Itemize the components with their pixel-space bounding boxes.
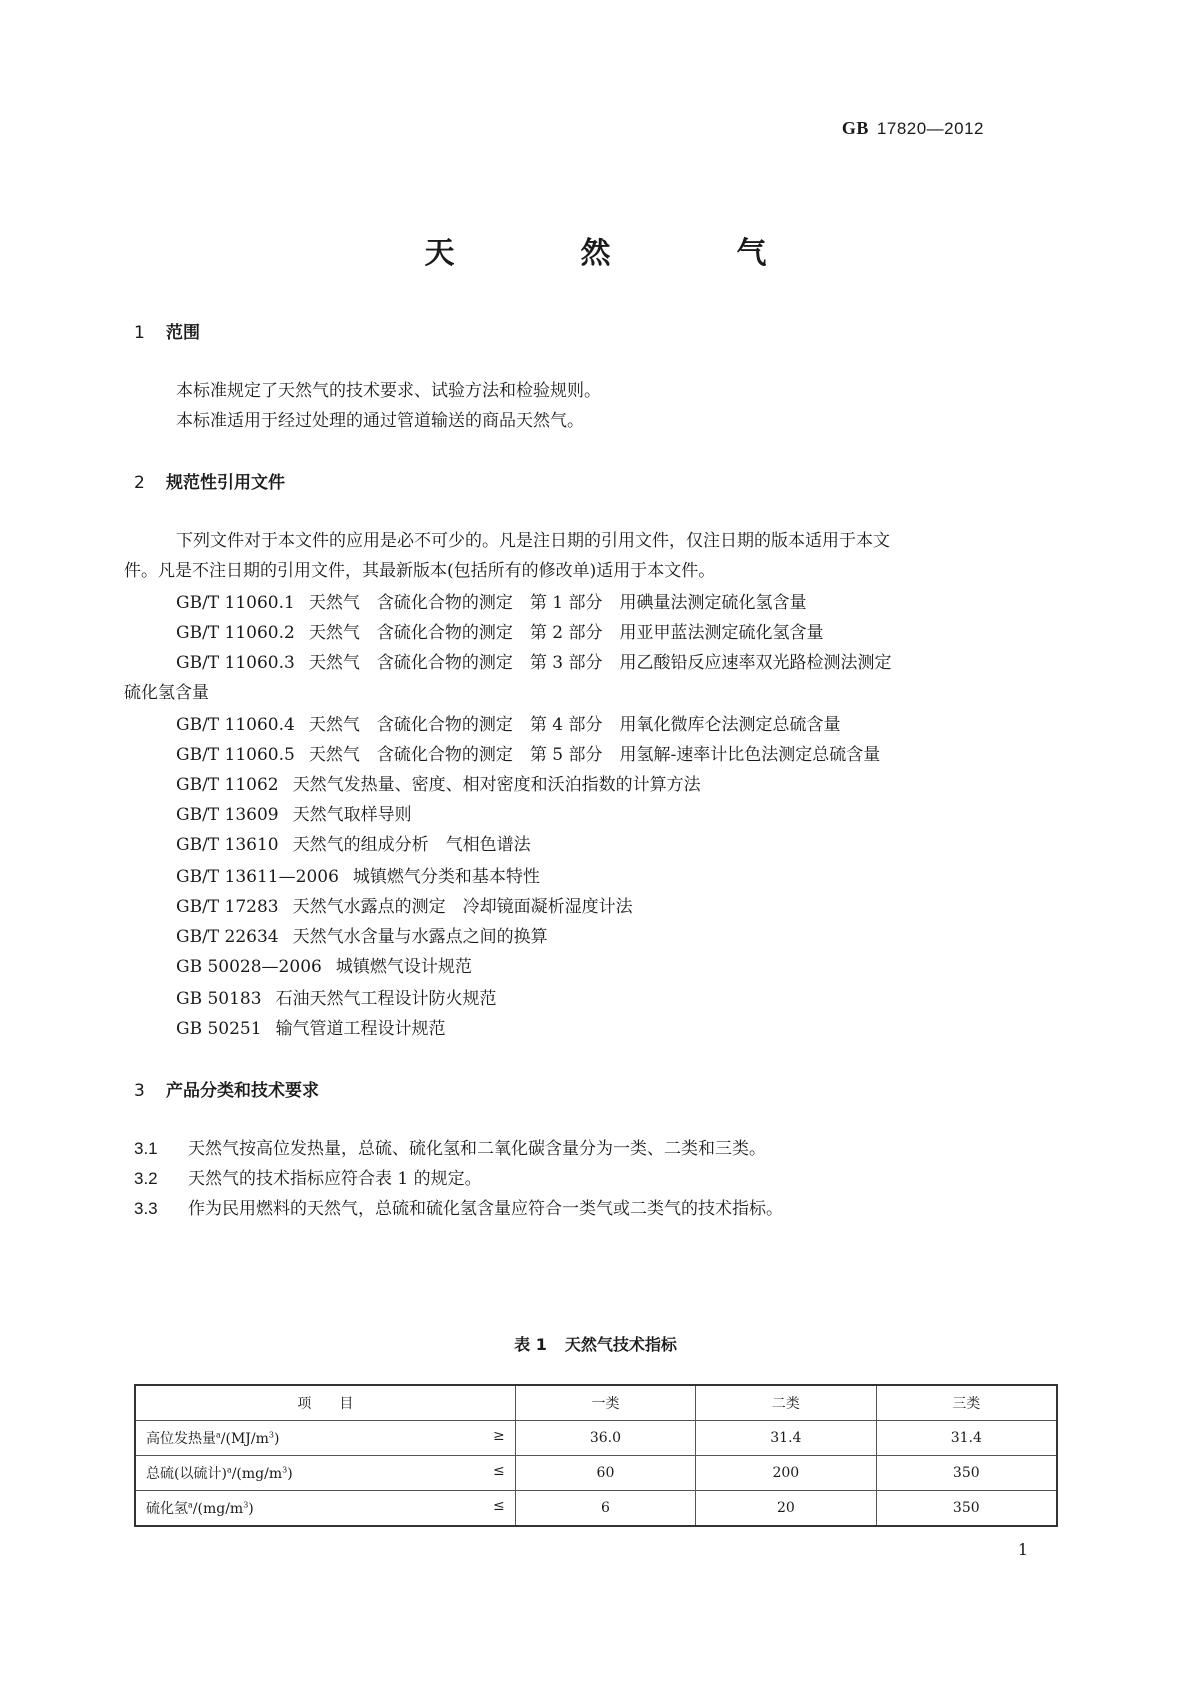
section-heading-1: [134, 318, 200, 343]
clause-number: 3.1: [134, 1139, 158, 1158]
reference-item: [176, 648, 891, 673]
table-row: [135, 1456, 1057, 1491]
section-title: 产品分类和技术要求: [166, 1081, 319, 1101]
reference-title: 天然气发热量、密度、相对密度和沃泊指数的计算方法: [292, 775, 701, 795]
cell-value: 36.0: [515, 1421, 695, 1456]
cell-value: 31.4: [876, 1421, 1057, 1456]
reference-code: GB/T 11062: [176, 775, 279, 795]
page-number: 1: [1017, 1540, 1028, 1559]
paragraph: 本标准规定了天然气的技术要求、试验方法和检验规则。: [176, 381, 601, 401]
table-row: [135, 1491, 1057, 1527]
section-number: 2: [134, 473, 145, 493]
header-class-2: 二类: [696, 1385, 876, 1421]
section-title: 范围: [166, 323, 200, 343]
reference-code: GB/T 22634: [176, 927, 279, 947]
paragraph: 下列文件对于本文件的应用是必不可少的。凡是注日期的引用文件，仅注日期的版本适用于本文: [176, 531, 890, 551]
reference-item: [176, 892, 633, 917]
reference-item: [176, 1014, 446, 1039]
table-header-row: [135, 1385, 1057, 1421]
row-label: 总硫(以硫计)$^a/(mg/m^3)$ ≤: [135, 1456, 515, 1491]
reference-title: 城镇燃气设计规范: [335, 957, 472, 977]
table-title: 天然气技术指标: [564, 1335, 677, 1354]
table-number: 表 1: [514, 1335, 547, 1354]
reference-title: 天然气水露点的测定 冷却镜面凝析湿度计法: [292, 897, 633, 917]
reference-code: GB/T 13610: [176, 835, 279, 855]
reference-code: GB/T 13611—2006: [176, 867, 339, 887]
cell-value: 6: [515, 1491, 695, 1527]
reference-title: 天然气 含硫化合物的测定 第 4 部分 用氧化微库仑法测定总硫含量: [308, 715, 841, 735]
clause: [134, 1194, 783, 1219]
section-number: 1: [134, 323, 145, 343]
reference-title: 天然气的组成分析 气相色谱法: [292, 835, 531, 855]
reference-title: 天然气取样导则: [292, 805, 412, 825]
reference-title: 输气管道工程设计规范: [275, 1019, 446, 1039]
clause: [134, 1134, 766, 1159]
header-class-3: 三类: [876, 1385, 1057, 1421]
reference-item: [176, 800, 412, 825]
section-heading-3: [134, 1076, 319, 1101]
reference-title: 天然气水含量与水露点之间的换算: [292, 927, 548, 947]
reference-code: GB/T 13609: [176, 805, 279, 825]
reference-title: 天然气 含硫化合物的测定 第 2 部分 用亚甲蓝法测定硫化氢含量: [308, 623, 824, 643]
reference-title: 天然气 含硫化合物的测定 第 3 部分 用乙酸铅反应速率双光路检测法测定: [308, 653, 892, 673]
reference-code: GB/T 11060.1: [176, 593, 295, 613]
clause-text: 作为民用燃料的天然气，总硫和硫化氢含量应符合一类气或二类气的技术指标。: [188, 1199, 783, 1219]
clause-text: 天然气按高位发热量，总硫、硫化氢和二氧化碳含量分为一类、二类和三类。: [188, 1139, 766, 1159]
clause-number: 3.3: [134, 1199, 158, 1218]
clause-number: 3.2: [134, 1169, 158, 1188]
technical-spec-table: [134, 1384, 1058, 1527]
cell-value: 350: [876, 1491, 1057, 1527]
section-title: 规范性引用文件: [166, 473, 285, 493]
comparison-operator: ≤: [493, 1463, 505, 1479]
reference-item: [176, 770, 701, 795]
table-caption: [0, 1332, 1191, 1355]
row-label: 高位发热量$^a/(MJ/m^3)$ ≥: [135, 1421, 515, 1456]
reference-code: GB/T 11060.3: [176, 653, 295, 673]
reference-code: GB/T 11060.2: [176, 623, 295, 643]
clause-text: 天然气的技术指标应符合表 1 的规定。: [188, 1169, 482, 1189]
comparison-operator: ≤: [493, 1498, 505, 1514]
reference-item: [176, 922, 548, 947]
reference-item: [176, 984, 497, 1009]
reference-code: GB/T 11060.5: [176, 745, 295, 765]
reference-code: GB/T 11060.4: [176, 715, 295, 735]
cell-value: 31.4: [696, 1421, 876, 1456]
paragraph: 件。凡是不注日期的引用文件，其最新版本(包括所有的修改单)适用于本文件。: [124, 561, 716, 581]
reference-item: [176, 862, 540, 887]
reference-title: 城镇燃气分类和基本特性: [352, 867, 540, 887]
clause: [134, 1164, 482, 1189]
reference-code: GB 50183: [176, 989, 262, 1009]
reference-item: [176, 618, 823, 643]
reference-code: GB 50251: [176, 1019, 262, 1039]
reference-code: GB 50028—2006: [176, 957, 322, 977]
section-number: 3: [134, 1081, 145, 1101]
cell-value: 350: [876, 1456, 1057, 1491]
reference-title: 天然气 含硫化合物的测定 第 5 部分 用氢解-速率计比色法测定总硫含量: [308, 745, 881, 765]
reference-item: [176, 740, 880, 765]
standard-code: [842, 118, 984, 139]
reference-title: 天然气 含硫化合物的测定 第 1 部分 用碘量法测定硫化氢含量: [308, 593, 807, 613]
cell-value: 200: [696, 1456, 876, 1491]
reference-item: [176, 710, 840, 735]
cell-value: 60: [515, 1456, 695, 1491]
reference-continuation: 硫化氢含量: [124, 683, 209, 703]
reference-item: [176, 952, 472, 977]
section-heading-2: [134, 468, 285, 493]
reference-item: [176, 588, 806, 613]
cell-value: 20: [696, 1491, 876, 1527]
table-row: [135, 1421, 1057, 1456]
paragraph: 本标准适用于经过处理的通过管道输送的商品天然气。: [176, 411, 584, 431]
header-item: 项 目: [135, 1385, 515, 1421]
document-title: 天 然 气: [424, 236, 815, 271]
standard-number: 17820—2012: [876, 119, 984, 138]
reference-title: 石油天然气工程设计防火规范: [275, 989, 497, 1009]
header-class-1: 一类: [515, 1385, 695, 1421]
reference-item: [176, 830, 531, 855]
row-label: 硫化氢$^a/(mg/m^3)$ ≤: [135, 1491, 515, 1527]
comparison-operator: ≥: [493, 1428, 505, 1444]
standard-prefix: GB: [841, 118, 869, 138]
reference-code: GB/T 17283: [176, 897, 279, 917]
